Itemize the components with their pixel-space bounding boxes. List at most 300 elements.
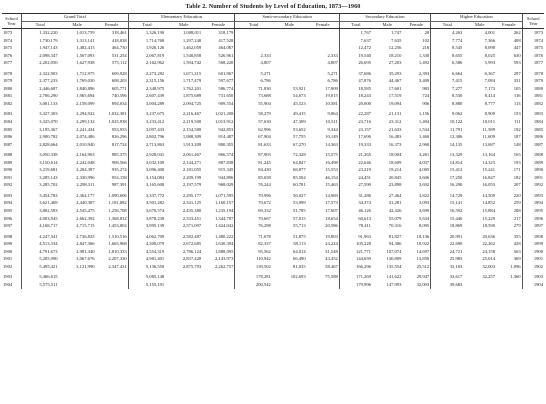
table-cell: 208 — [513, 208, 521, 214]
table-cell: 2,298,311 — [76, 182, 95, 188]
school-year-cell: 1903 — [3, 274, 13, 280]
table-cell: 3,285,143 — [22, 174, 59, 182]
table-cell: 1,627,938 — [76, 60, 95, 66]
table-cell: 171 — [513, 167, 521, 173]
table-cell: 6,786 — [327, 78, 338, 84]
table-cell: 1,013,759 — [76, 30, 95, 35]
table-cell: 5,993 — [484, 60, 495, 66]
table-cell: 2,322,903 — [22, 67, 59, 78]
table-cell: 3,237,675 — [128, 107, 165, 118]
table-cell: 26,695 — [339, 59, 372, 67]
table-cell: 885,375 — [111, 152, 127, 158]
table-cell: 147,993 — [386, 281, 402, 287]
table-row — [2, 29, 544, 37]
table-cell: 3,050,338 — [22, 148, 59, 159]
table-cell: 3,692 — [418, 182, 430, 188]
table-cell: 27,464 — [388, 192, 402, 198]
table-cell: 121,771 — [339, 248, 372, 256]
table-cell: 3,150,614 — [22, 159, 59, 167]
table-cell: 800,355 — [218, 141, 234, 147]
school-year-cell-right: 1893 — [522, 189, 544, 200]
table-cell: 2,981,340 — [76, 248, 95, 254]
table-cell: 2,377,233 — [22, 77, 59, 85]
school-year-cell: 1901 — [3, 256, 13, 262]
table-cell: 608,203 — [111, 78, 127, 84]
table-cell: 1,344,787 — [214, 215, 234, 221]
sub-header-male: Male — [272, 21, 307, 29]
table-cell: 369 — [513, 256, 521, 262]
table-cell: 1,313,141 — [76, 37, 95, 43]
table-cell — [272, 37, 307, 45]
table-cell: 2,181,055 — [182, 167, 202, 173]
school-year-cell: 1890 — [3, 167, 13, 173]
table-cell: 22,646 — [339, 159, 372, 167]
table-cell: 915,345 — [218, 167, 234, 173]
table-cell: 601,967 — [218, 70, 234, 76]
table-cell: 3,802,583 — [22, 207, 59, 215]
table-cell — [235, 29, 272, 37]
table-cell: 16,592 — [431, 207, 464, 215]
table-cell: 19,214 — [388, 167, 402, 173]
table-cell: 2,837,428 — [182, 256, 202, 262]
table-cell — [307, 44, 340, 52]
table-row — [2, 77, 544, 85]
table-cell: 4,062,709 — [128, 230, 165, 241]
table-cell: 22,690 — [431, 240, 464, 248]
table-cell: 1,913,209 — [182, 141, 202, 147]
school-year-cell: 1879 — [3, 78, 13, 84]
table-cell: 10,136 — [416, 233, 430, 239]
table-cell: 3,327,303 — [22, 107, 59, 118]
table-cell: 724 — [422, 93, 430, 99]
table-cell: 4,005 — [418, 167, 430, 173]
table-cell — [202, 270, 235, 281]
table-row — [2, 240, 544, 248]
table-cell: 13,850 — [416, 256, 430, 262]
table-cell: 4,168,717 — [22, 222, 59, 230]
table-cell: 70,316 — [388, 223, 402, 229]
table-cell: 593 — [513, 60, 521, 66]
sub-header-female: Female — [496, 21, 522, 29]
table-cell: 526,961 — [218, 52, 234, 58]
table-cell: 32,003 — [482, 263, 495, 269]
table-cell: 987,391 — [111, 182, 127, 188]
table-cell: 55,713 — [293, 223, 306, 229]
table-cell: 8,098 — [484, 45, 495, 51]
table-cell: 3,195,367 — [22, 126, 59, 134]
table-row — [2, 37, 544, 45]
table-cell: 3,822 — [418, 192, 430, 198]
table-cell: 19,333 — [339, 141, 372, 149]
table-cell: 67,270 — [293, 141, 306, 147]
table-cell: 179,996 — [339, 281, 372, 289]
table-cell: 262 — [513, 30, 521, 35]
school-year-cell-right: 1895 — [522, 207, 544, 215]
table-row — [2, 255, 544, 263]
table-cell: 220 — [513, 192, 521, 198]
table-row — [2, 230, 544, 241]
table-cell: 279 — [513, 223, 521, 229]
table-cell: 14,729 — [431, 189, 464, 200]
table-cell: 1,875,689 — [182, 93, 202, 99]
table-cell: 107,074 — [386, 248, 402, 254]
school-year-cell: 1880 — [3, 85, 13, 91]
table-cell: 1,965,694 — [76, 93, 95, 99]
school-year-cell-right: 1875 — [522, 44, 544, 52]
table-row — [2, 189, 544, 200]
school-year-cell-right: 1877 — [522, 59, 544, 67]
table-cell: 200,542 — [235, 281, 272, 289]
table-cell: 1,482,413 — [76, 45, 95, 51]
table-cell: 55,079 — [388, 215, 402, 221]
table-cell: 3,995,139 — [128, 222, 165, 230]
table-cell: 2,273,282 — [128, 67, 165, 78]
table-cell: 4,247,341 — [22, 230, 59, 241]
table-cell: 5,136,550 — [128, 263, 165, 271]
table-cell: 731,650 — [218, 93, 234, 99]
table-cell: 2,219,500 — [182, 119, 202, 125]
table-cell: 331 — [513, 78, 521, 84]
table-cell: 4,554,319 — [128, 248, 165, 256]
table-cell: 5,495,421 — [22, 263, 59, 271]
table-cell: 7,173 — [484, 85, 495, 91]
table-cell: 216 — [422, 45, 430, 51]
table-cell: 814,487 — [218, 134, 234, 140]
school-year-cell: 1899 — [3, 241, 13, 247]
table-cell: 19,803 — [325, 233, 338, 239]
table-cell: 31,281 — [388, 200, 402, 206]
table-cell: 428 — [513, 241, 521, 247]
table-cell: 75,588 — [325, 274, 338, 280]
table-cell: 906 — [422, 100, 430, 106]
table-cell: 1,156 — [418, 111, 430, 117]
school-year-cell: 1877 — [3, 60, 13, 66]
table-cell: 7,084 — [484, 78, 495, 84]
table-cell: 10,381 — [325, 100, 338, 106]
table-row — [2, 67, 544, 78]
table-cell: 2,533,451 — [182, 215, 202, 221]
table-cell: 297 — [513, 70, 521, 76]
table-row — [2, 270, 544, 281]
sub-header-female: Female — [402, 21, 430, 29]
school-year-cell-right: 1903 — [522, 270, 544, 281]
sub-header-row — [2, 21, 544, 29]
table-cell: 887,838 — [218, 159, 234, 165]
table-cell: 2,446,687 — [22, 85, 59, 93]
school-year-cell-right: 1904 — [522, 281, 544, 289]
table-cell: 193 — [513, 159, 521, 165]
table-cell: 2,715,715 — [76, 223, 95, 229]
table-cell: 64,014 — [293, 248, 306, 254]
table-cell: 1,594,742 — [182, 60, 202, 66]
table-cell: 2,284,387 — [76, 167, 95, 173]
table-cell: 16,498 — [325, 159, 338, 165]
table-cell: 53,099 — [293, 200, 306, 206]
table-cell: 8,095 — [418, 223, 430, 229]
table-cell: 1,368,832 — [108, 215, 127, 221]
school-year-cell-right: 1876 — [522, 52, 544, 60]
table-cell: 68,877 — [293, 167, 306, 173]
table-row — [2, 166, 544, 174]
table-cell: 58,467 — [325, 263, 338, 269]
table-cell: 11,589 — [482, 126, 495, 132]
table-cell: 9,062 — [431, 107, 464, 118]
table-cell: 70,672 — [235, 199, 272, 207]
table-cell: 43,452 — [325, 256, 338, 262]
table-cell — [463, 281, 496, 289]
table-cell: 56,027 — [293, 192, 306, 198]
table-cell: 5,155,191 — [128, 281, 165, 289]
table-cell: 17,519 — [388, 93, 402, 99]
table-cell: 11,609 — [482, 134, 495, 140]
table-cell: 2,262,757 — [214, 263, 234, 269]
table-cell: 13,164 — [482, 152, 495, 158]
table-cell: 942,853 — [218, 126, 234, 132]
table-row — [2, 263, 544, 271]
table-cell — [307, 29, 340, 37]
school-year-cell-right: 1891 — [522, 174, 544, 182]
table-cell: 171,269 — [339, 270, 372, 281]
sub-header-total: Total — [128, 21, 165, 29]
table-cell — [272, 52, 307, 60]
table-cell: 182 — [513, 174, 521, 180]
table-cell: 1,404 — [418, 119, 430, 125]
table-cell: 1,071,595 — [214, 192, 234, 198]
table-cell: 18,004 — [388, 152, 402, 158]
table-cell: 630 — [513, 52, 521, 58]
table-cell: 178,281 — [235, 270, 272, 281]
table-cell: 531,254 — [111, 52, 127, 58]
table-cell: 953,933 — [111, 126, 127, 132]
table-cell: 25,983 — [431, 255, 464, 263]
group-header-row — [2, 14, 544, 22]
table-cell: 15,412 — [431, 166, 464, 174]
table-cell — [272, 59, 307, 67]
table-cell: 5,271 — [235, 67, 272, 78]
table-cell: 81,827 — [388, 233, 402, 239]
table-cell: 3,670,574 — [128, 207, 165, 215]
table-cell: 4,513,334 — [22, 240, 59, 248]
table-cell: 1,510,516 — [108, 233, 127, 239]
table-cell: 3,606 — [418, 174, 430, 180]
table-cell: 47,876 — [339, 77, 372, 85]
table-cell: 3,154,083 — [128, 174, 165, 182]
table-cell: 29,947 — [416, 274, 430, 280]
table-cell: 72,328 — [293, 152, 306, 158]
table-cell — [272, 29, 307, 37]
table-cell: 568,220 — [218, 60, 234, 66]
table-cell: 71,830 — [235, 85, 272, 93]
table-cell: 3,285,702 — [22, 181, 59, 189]
school-year-cell-right: 1885 — [522, 126, 544, 134]
table-cell — [96, 281, 129, 289]
school-year-cell-right: 1901 — [522, 255, 544, 263]
table-cell: 3,337,772 — [128, 189, 165, 200]
table-cell: 16,373 — [388, 141, 402, 147]
table-cell: 111 — [514, 119, 521, 125]
table-cell: 44,467 — [388, 78, 402, 84]
school-year-cell-right: 1879 — [522, 77, 544, 85]
table-cell: 76,298 — [235, 222, 272, 230]
table-cell: 1,090,606 — [108, 192, 127, 198]
table-cell: 14,697 — [416, 248, 430, 254]
table-cell: 7,635 — [391, 37, 402, 43]
students-table — [2, 13, 544, 289]
table-cell: 10,011 — [482, 119, 495, 125]
table-cell: 1,988,309 — [182, 134, 202, 140]
table-row — [2, 100, 544, 108]
table-cell: 166,296 — [339, 263, 372, 271]
table-cell: 2,364,177 — [76, 192, 95, 198]
table-cell: 5,271 — [327, 70, 338, 76]
table-cell: 18,585 — [339, 85, 372, 93]
table-cell: 2,607,439 — [128, 92, 165, 100]
table-cell: 81,245 — [235, 159, 272, 167]
table-cell: 32,257 — [482, 274, 495, 280]
table-cell: 8,777 — [484, 100, 495, 106]
table-cell: 12,472 — [339, 44, 372, 52]
table-cell: 2,736,825 — [76, 233, 95, 239]
table-cell: 1,480,222 — [214, 233, 234, 239]
table-cell: 1,717,479 — [182, 78, 202, 84]
table-cell — [59, 270, 96, 281]
table-cell: 192 — [513, 126, 521, 132]
table-cell: 2,295,177 — [182, 192, 202, 198]
school-year-cell: 1888 — [3, 152, 13, 158]
table-cell: 2,786,124 — [182, 248, 202, 254]
table-cell: 1,747 — [391, 30, 402, 35]
table-cell: 2,333 — [327, 52, 338, 58]
table-cell: 18,869 — [431, 222, 464, 230]
table-cell: 2,440,387 — [76, 200, 95, 206]
table-cell: 3,067,676 — [76, 256, 95, 262]
table-cell: 6,786 — [235, 77, 272, 85]
table-cell: 2,154,580 — [182, 126, 202, 132]
table-cell: 31,286 — [339, 189, 372, 200]
table-cell: 8,880 — [431, 100, 464, 108]
table-cell: 141,622 — [386, 274, 402, 280]
table-cell: 19,540 — [339, 52, 372, 60]
table-cell: 42,426 — [388, 208, 402, 214]
table-cell: 10,149 — [325, 134, 338, 140]
school-year-cell-right: 1889 — [522, 159, 544, 167]
table-cell: 1,762,201 — [182, 85, 202, 91]
table-cell: 3,261 — [418, 152, 430, 158]
table-cell — [235, 37, 272, 45]
school-year-cell: 1897 — [3, 223, 13, 229]
table-cell: 944,896 — [218, 174, 234, 180]
table-cell: 4,003,945 — [22, 215, 59, 223]
school-year-cell: 1894 — [3, 200, 13, 206]
table-cell — [96, 270, 129, 281]
table-cell: 909,554 — [218, 100, 234, 106]
sub-header-female: Female — [202, 21, 235, 29]
school-year-cell-right: 1888 — [522, 148, 544, 159]
table-cell: 418,038 — [111, 37, 127, 43]
school-year-cell-right: 1881 — [522, 92, 544, 100]
table-cell: 2,061,467 — [182, 152, 202, 158]
table-cell: 8,545 — [431, 44, 464, 52]
table-cell: 3,878,238 — [128, 215, 165, 223]
table-cell: 2,197,579 — [182, 182, 202, 188]
table-cell: 57,015 — [293, 215, 306, 221]
sub-header-total: Total — [22, 21, 59, 29]
table-cell: 7,637 — [339, 37, 372, 45]
sub-header-male: Male — [59, 21, 96, 29]
table-cell: 32,003 — [416, 281, 430, 287]
table-row — [2, 181, 544, 189]
table-cell: 3,219,681 — [22, 166, 59, 174]
table-cell: 1,671,315 — [182, 70, 202, 76]
table-cell: 1,025,938 — [108, 119, 127, 125]
table-cell: 17,601 — [388, 85, 402, 91]
school-year-cell-right: 1887 — [522, 141, 544, 149]
table-cell — [235, 44, 272, 52]
table-cell: 7,277 — [431, 85, 464, 93]
table-cell: 102,693 — [290, 274, 306, 280]
table-cell — [272, 44, 307, 52]
table-cell: 4,807 — [327, 60, 338, 66]
table-cell: 16,053 — [482, 182, 495, 188]
table-cell — [307, 37, 340, 45]
table-cell: 740,596 — [111, 93, 127, 99]
table-cell: 27,203 — [388, 60, 402, 66]
table-cell: 81,633 — [235, 141, 272, 149]
school-year-cell: 1891 — [3, 174, 13, 180]
table-cell: 1,767 — [339, 29, 372, 37]
table-cell — [496, 281, 522, 289]
table-cell: 70,996 — [235, 189, 272, 200]
table-cell: 575,112 — [111, 60, 127, 66]
table-row — [2, 174, 544, 182]
table-cell: 53,921 — [293, 85, 306, 91]
table-cell: 2,162,962 — [128, 59, 165, 67]
table-cell — [272, 67, 307, 78]
table-cell: 21,265 — [339, 148, 372, 159]
table-cell: 3,621,469 — [22, 199, 59, 207]
school-year-cell-right: 1902 — [522, 263, 544, 271]
table-cell: 2,928,041 — [128, 148, 165, 159]
table-cell: 2,828,664 — [22, 141, 59, 149]
table-cell: 19,094 — [388, 100, 402, 106]
school-year-cell: 1889 — [3, 159, 13, 165]
table-cell: 14,814 — [431, 159, 464, 167]
table-cell: 21,131 — [388, 111, 402, 117]
table-cell: 1,810,333 — [108, 248, 127, 254]
school-year-cell-right: 1900 — [522, 248, 544, 256]
table-cell: 1,460 — [418, 134, 430, 140]
table-cell: 18,590 — [482, 223, 495, 229]
school-year-cell-right: 1896 — [522, 215, 544, 223]
school-year-cell: 1882 — [3, 100, 13, 106]
table-cell: 2,333 — [235, 52, 272, 60]
table-cell: 15,241 — [482, 167, 495, 173]
table-cell: 16,483 — [388, 134, 402, 140]
table-cell: 23,157 — [339, 126, 372, 134]
table-cell: 2,241,434 — [76, 126, 95, 132]
table-cell: 4,807 — [235, 59, 272, 67]
table-cell: 2,216,467 — [182, 111, 202, 117]
school-year-cell: 1881 — [3, 93, 13, 99]
school-year-cell-right: 1882 — [522, 100, 544, 108]
semi-secondary-header: Semi-secondary Education — [235, 14, 339, 22]
elementary-header: Elementary Education — [128, 14, 235, 22]
table-cell: 2,960 — [418, 141, 430, 147]
table-cell: 9,864 — [327, 111, 338, 117]
school-year-cell: 1886 — [3, 134, 13, 140]
table-cell: 55,904 — [235, 100, 272, 108]
table-cell: 2,545,475 — [76, 208, 95, 214]
